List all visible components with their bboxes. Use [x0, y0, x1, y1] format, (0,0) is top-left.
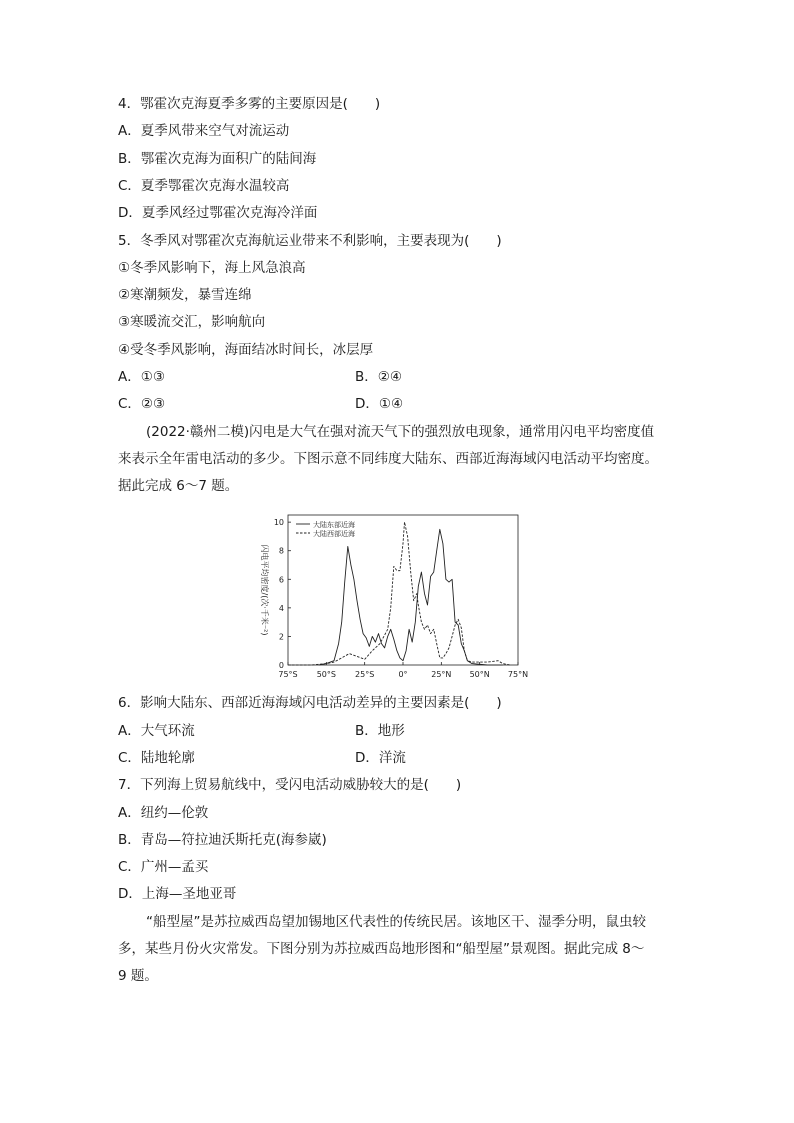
x-tick-label: 50°N [469, 670, 490, 679]
chart-canvas [248, 510, 548, 685]
y-tick-label: 8 [278, 546, 284, 556]
q6-option-b: B．地形 [355, 723, 405, 739]
x-tick-label: 25°S [355, 670, 375, 679]
intro-6-7-line1: (2022·赣州二模)闪电是大气在强对流天气下的强烈放电现象，通常用闪电平均密度值 [146, 424, 655, 440]
q5-option-d: D．①④ [355, 396, 404, 412]
q4-option-a: A．夏季风带来空气对流运动 [118, 123, 290, 139]
q6-option-a: A．大气环流 [118, 723, 195, 739]
x-tick-label: 75°S [278, 670, 298, 679]
q5-stem: 5．冬季风对鄂霍次克海航运业带来不利影响，主要表现为( ) [118, 233, 502, 249]
q7-option-d: D．上海—圣地亚哥 [118, 886, 237, 902]
q5-statement-2: ②寒潮频发，暴雪连绵 [118, 287, 252, 303]
intro-6-7-line3: 据此完成 6～7 题。 [118, 478, 239, 494]
y-tick-label: 4 [278, 603, 284, 613]
series-line-west [288, 522, 510, 665]
y-tick-label: 0 [278, 661, 284, 670]
intro-8-9-line3: 9 题。 [118, 968, 158, 984]
x-tick-label: 50°S [316, 670, 336, 679]
y-tick-label: 10 [273, 518, 284, 528]
q7-option-b: B．青岛—符拉迪沃斯托克(海参崴) [118, 832, 327, 848]
intro-6-7-line2: 来表示全年雷电活动的多少。下图示意不同纬度大陆东、西部近海海域闪电活动平均密度。 [118, 451, 658, 467]
q7-option-a: A．纽约—伦敦 [118, 805, 209, 821]
y-tick-label: 6 [278, 575, 284, 585]
q7-option-c: C．广州—孟买 [118, 859, 209, 875]
q4-option-c: C．夏季鄂霍次克海水温较高 [118, 178, 290, 194]
lightning-density-chart [248, 510, 548, 685]
q4-option-b: B．鄂霍次克海为面积广的陆间海 [118, 151, 317, 167]
q6-option-c: C．陆地轮廓 [118, 750, 195, 766]
q5-option-a: A．①③ [118, 369, 165, 385]
q5-statement-4: ④受冬季风影响，海面结冰时间长，冰层厚 [118, 342, 374, 358]
q5-option-b: B．②④ [355, 369, 402, 385]
x-tick-label: 25°N [431, 670, 452, 679]
x-tick-label: 75°N [507, 670, 529, 679]
y-axis-label: 闪电平均密度/(次·千米⁻²) [260, 544, 269, 636]
q4-option-d: D．夏季风经过鄂霍次克海冷洋面 [118, 205, 318, 221]
q7-stem: 7．下列海上贸易航线中，受闪电活动威胁较大的是( ) [118, 777, 462, 793]
series-line-east [319, 529, 503, 665]
chart-legend [296, 520, 355, 538]
q6-stem: 6．影响大陆东、西部近海海域闪电活动差异的主要因素是( ) [118, 695, 502, 711]
q6-option-d: D．洋流 [355, 750, 406, 766]
legend-label-west: 大陆西部近海 [313, 530, 355, 538]
legend-label-east: 大陆东部近海 [313, 521, 355, 529]
x-tick-label: 0° [398, 670, 408, 679]
intro-8-9-line2: 多，某些月份火灾常发。下图分别为苏拉威西岛地形图和“船型屋”景观图。据此完成 8～ [118, 941, 645, 957]
q4-stem: 4．鄂霍次克海夏季多雾的主要原因是( ) [118, 96, 381, 112]
intro-8-9-line1: “船型屋”是苏拉威西岛望加锡地区代表性的传统民居。该地区干、湿季分明，鼠虫较 [146, 914, 646, 930]
q5-statement-1: ①冬季风影响下，海上风急浪高 [118, 260, 306, 276]
q5-option-c: C．②③ [118, 396, 166, 412]
q5-statement-3: ③寒暖流交汇，影响航向 [118, 314, 266, 330]
y-tick-label: 2 [278, 632, 284, 642]
